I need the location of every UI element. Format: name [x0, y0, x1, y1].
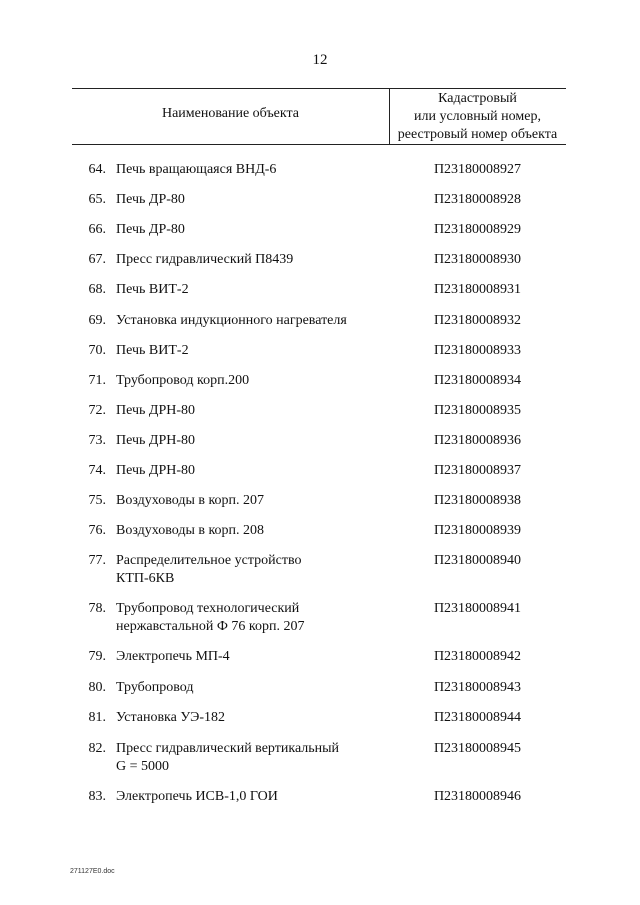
object-name	[116, 221, 386, 239]
cadastral-number: П23180008927	[433, 162, 522, 177]
object-name	[116, 342, 386, 360]
row-number: 67.	[88, 252, 106, 267]
object-name-line: Печь ДРН-80	[116, 403, 196, 418]
page-number: 12	[312, 52, 328, 68]
column-header-line: Кадастровый	[438, 91, 517, 106]
row-number: 64.	[88, 162, 106, 177]
object-name-line: КТП-6КВ	[116, 571, 175, 586]
row-number: 65.	[88, 192, 106, 207]
row-number: 70.	[88, 343, 106, 358]
object-name	[116, 522, 386, 540]
object-name-line: Трубопровод корп.200	[116, 373, 250, 388]
object-name-line: Печь ДРН-80	[116, 463, 196, 478]
object-name	[116, 709, 386, 727]
table-header-top-rule	[72, 88, 566, 89]
row-number: 76.	[88, 523, 106, 538]
cadastral-number: П23180008932	[433, 313, 522, 328]
cadastral-number: П23180008931	[433, 282, 522, 297]
column-header-object-name: Наименование объекта	[161, 106, 300, 121]
cadastral-number: П23180008945	[433, 741, 522, 756]
cadastral-number: П23180008939	[433, 523, 522, 538]
object-name-line: Трубопровод	[116, 680, 194, 695]
cadastral-number: П23180008936	[433, 433, 522, 448]
cadastral-number: П23180008941	[433, 601, 522, 616]
row-number: 66.	[88, 222, 106, 237]
cadastral-number: П23180008935	[433, 403, 522, 418]
column-header-cadastral-number	[389, 90, 566, 144]
object-name-line: Печь ДРН-80	[116, 433, 196, 448]
object-name-line: Пресс гидравлический П8439	[116, 252, 294, 267]
cadastral-number: П23180008940	[433, 553, 522, 568]
cadastral-number: П23180008928	[433, 192, 522, 207]
cadastral-number: П23180008942	[433, 649, 522, 664]
object-name-line: Воздуховоды в корп. 207	[116, 493, 265, 508]
row-number: 73.	[88, 433, 106, 448]
object-name-line: Электропечь МП-4	[116, 649, 230, 664]
object-name	[116, 402, 386, 420]
cadastral-number: П23180008943	[433, 680, 522, 695]
object-name	[116, 251, 386, 269]
object-name	[116, 740, 386, 776]
object-name	[116, 312, 386, 330]
cadastral-number: П23180008933	[433, 343, 522, 358]
row-number: 69.	[88, 313, 106, 328]
row-number: 75.	[88, 493, 106, 508]
object-name-line: G = 5000	[116, 759, 170, 774]
row-number: 83.	[88, 789, 106, 804]
object-name	[116, 600, 386, 636]
object-name	[116, 161, 386, 179]
cadastral-number: П23180008937	[433, 463, 522, 478]
object-name	[116, 191, 386, 209]
object-name-line: Печь вращающаяся ВНД-6	[116, 162, 277, 177]
row-number: 79.	[88, 649, 106, 664]
cadastral-number: П23180008930	[433, 252, 522, 267]
object-name	[116, 788, 386, 806]
row-number: 81.	[88, 710, 106, 725]
object-name-line: Установка УЭ-182	[116, 710, 225, 725]
row-number: 74.	[88, 463, 106, 478]
object-name	[116, 372, 386, 390]
object-name-line: Пресс гидравлический вертикальный	[116, 741, 340, 756]
object-name-line: Установка индукционного нагревателя	[116, 313, 347, 328]
row-number: 78.	[88, 601, 106, 616]
row-number: 77.	[88, 553, 106, 568]
cadastral-number: П23180008934	[433, 373, 522, 388]
object-name-line: Печь ДР-80	[116, 192, 185, 207]
file-name-footer: 271127E0.doc	[70, 868, 115, 875]
column-header-line: или условный номер,	[414, 109, 541, 124]
object-name-line: Трубопровод технологический	[116, 601, 300, 616]
object-name-line: нержавстальной Ф 76 корп. 207	[116, 619, 305, 634]
row-number: 80.	[88, 680, 106, 695]
row-number: 68.	[88, 282, 106, 297]
column-header-line: реестровый номер объекта	[397, 127, 558, 142]
object-name-line: Печь ДР-80	[116, 222, 185, 237]
object-name	[116, 462, 386, 480]
object-name	[116, 432, 386, 450]
object-name-line: Распределительное устройство	[116, 553, 302, 568]
object-name	[116, 552, 386, 588]
table-header-bottom-rule	[72, 144, 566, 145]
cadastral-number: П23180008944	[433, 710, 522, 725]
object-name	[116, 679, 386, 697]
object-name-line: Печь ВИТ-2	[116, 282, 189, 297]
cadastral-number: П23180008946	[433, 789, 522, 804]
cadastral-number: П23180008938	[433, 493, 522, 508]
row-number: 72.	[88, 403, 106, 418]
cadastral-number: П23180008929	[433, 222, 522, 237]
row-number: 82.	[88, 741, 106, 756]
object-name-line: Воздуховоды в корп. 208	[116, 523, 265, 538]
object-name	[116, 492, 386, 510]
object-name	[116, 281, 386, 299]
object-name-line: Печь ВИТ-2	[116, 343, 189, 358]
object-name-line: Электропечь ИСВ-1,0 ГОИ	[116, 789, 278, 804]
object-name	[116, 648, 386, 666]
row-number: 71.	[88, 373, 106, 388]
